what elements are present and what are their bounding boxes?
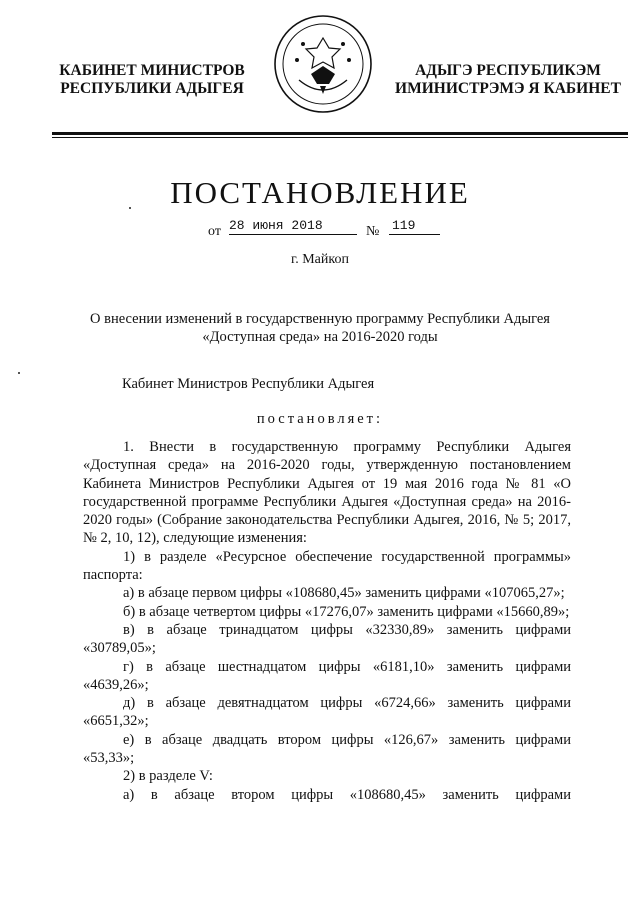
subject-line1: О внесении изменений в государственную программу Республики Адыгея (90, 311, 550, 327)
org-name-adyghe (388, 62, 628, 98)
date-number-line (0, 218, 640, 242)
org-left-line1: КАБИНЕТ МИНИСТРОВ (59, 62, 245, 79)
document-header (0, 0, 640, 140)
org-left-line2: РЕСПУБЛИКИ АДЫГЕЯ (60, 80, 244, 97)
item-e-1: е) в абзаце двадцать втором цифры «126,67» заменить цифрами «53,33»; (83, 731, 571, 767)
header-rule-thin (52, 137, 628, 138)
paragraph-1: 1. Внести в государственную программу Республики Адыгея «Доступная среда» на 2016-2020 годы, утвержденную постановлением Кабинета Министров Республики Адыгея от 19 мая 2016 года № 81 «О государственной программе Республики Адыгея «Доступная среда» на 2016-2020 годы» (Собрание законодательства Республики Адыгея, 2016, № 5; 2017, № 2, 10, 12), следующие изменения: (83, 439, 571, 547)
city-name: г. Майкоп (291, 252, 349, 267)
resolves-phrase: постановляет: (256, 411, 384, 427)
document-body (83, 438, 571, 804)
date-label: от (208, 224, 221, 239)
org-name-russian (52, 62, 252, 98)
org-right-line1: АДЫГЭ РЕСПУБЛИКЭМ (415, 62, 601, 79)
item-a-1: а) в абзаце первом цифры «108680,45» заменить цифрами «107065,27»; (123, 585, 565, 602)
item-a-2: а) в абзаце втором цифры «108680,45» заменить цифрами (123, 786, 571, 803)
item-g-1: г) в абзаце шестнадцатом цифры «6181,10» заменить цифрами «4639,26»; (83, 658, 571, 693)
header-rule-thick (52, 132, 628, 135)
scan-speck (18, 372, 20, 374)
item-v-1: в) в абзаце тринадцатом цифры «32330,89» заменить цифрами «30789,05»; (83, 621, 571, 657)
document-subject (60, 310, 580, 346)
number-label: № (366, 224, 380, 239)
coat-of-arms-seal-icon (273, 14, 373, 114)
item-d-1: д) в абзаце девятнадцатом цифры «6724,66» заменить цифрами «6651,32»; (83, 695, 571, 730)
org-right-line2: ИМИНИСТРЭМЭ Я КАБИНЕТ (395, 80, 621, 97)
document-title: ПОСТАНОВЛЕНИЕ (170, 175, 470, 210)
scan-speck (129, 207, 131, 209)
subject-line2: «Доступная среда» на 2016-2020 годы (202, 329, 438, 345)
number-value: 119 (389, 218, 440, 235)
paragraph-section-2: 2) в разделе V: (123, 768, 213, 785)
item-b-1: б) в абзаце четвертом цифры «17276,07» заменить цифрами «15660,89»; (123, 603, 570, 620)
issuing-body: Кабинет Министров Республики Адыгея (122, 376, 375, 392)
date-value: 28 июня 2018 (229, 218, 357, 235)
paragraph-section-1: 1) в разделе «Ресурсное обеспечение государственной программы» паспорта: (83, 548, 571, 584)
